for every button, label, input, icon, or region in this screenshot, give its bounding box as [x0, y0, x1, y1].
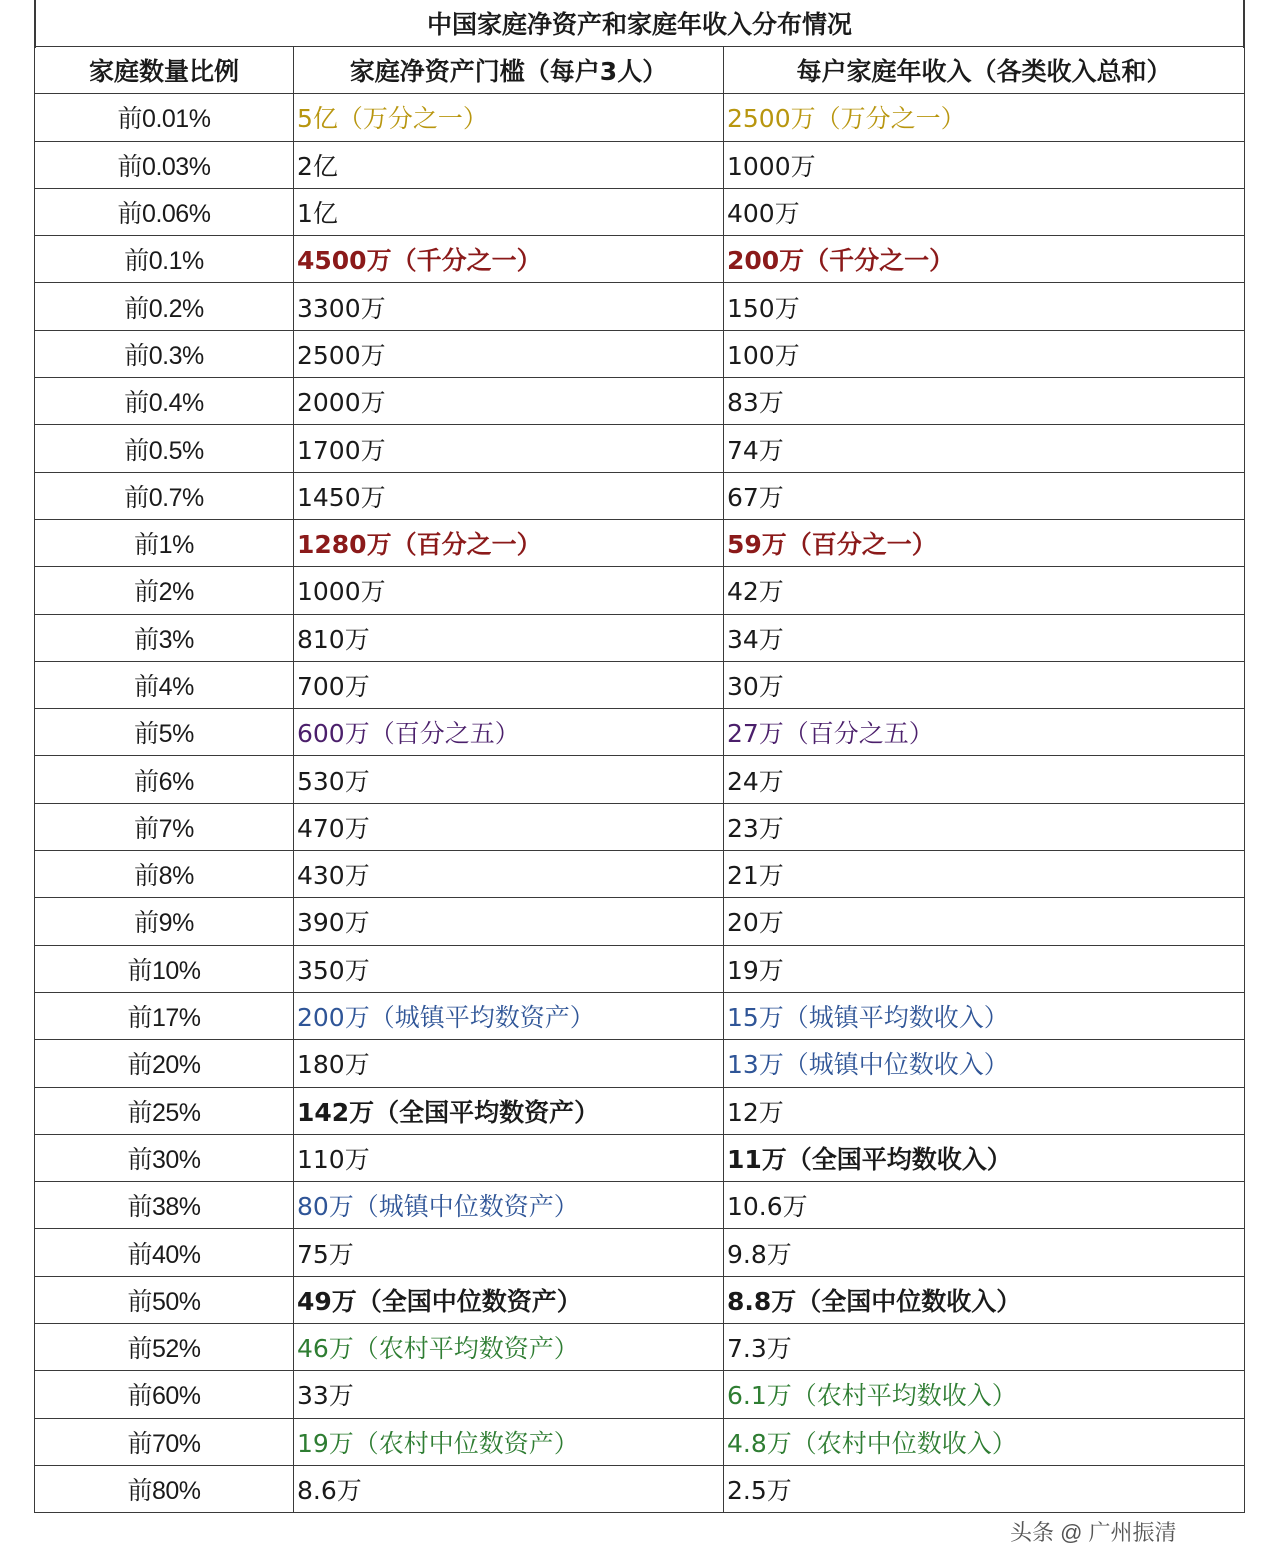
- net-asset-cell: 1450万: [294, 472, 724, 519]
- household-ratio-cell: 前5%: [35, 709, 294, 756]
- household-ratio-cell: 前0.5%: [35, 425, 294, 472]
- table-row: [35, 1134, 1245, 1181]
- household-ratio-cell: 前10%: [35, 945, 294, 992]
- household-ratio-cell: 前40%: [35, 1229, 294, 1276]
- table-row: [35, 1324, 1245, 1371]
- household-ratio-cell: 前80%: [35, 1465, 294, 1512]
- table-row: [35, 614, 1245, 661]
- wealth-income-table: [34, 0, 1245, 1513]
- net-asset-cell: 4500万（千分之一）: [294, 236, 724, 283]
- table-row: [35, 803, 1245, 850]
- annual-income-cell: 34万: [724, 614, 1245, 661]
- table-row: [35, 1040, 1245, 1087]
- table-row: [35, 472, 1245, 519]
- annual-income-cell: 11万（全国平均数收入）: [724, 1134, 1245, 1181]
- annual-income-cell: 83万: [724, 378, 1245, 425]
- header-household-ratio: 家庭数量比例: [35, 47, 294, 94]
- household-ratio-cell: 前2%: [35, 567, 294, 614]
- annual-income-cell: 7.3万: [724, 1324, 1245, 1371]
- net-asset-cell: 3300万: [294, 283, 724, 330]
- annual-income-cell: 74万: [724, 425, 1245, 472]
- net-asset-cell: 1280万（百分之一）: [294, 519, 724, 566]
- table-row: [35, 141, 1245, 188]
- annual-income-cell: 67万: [724, 472, 1245, 519]
- net-asset-cell: 2500万: [294, 330, 724, 377]
- net-asset-cell: 180万: [294, 1040, 724, 1087]
- annual-income-cell: 27万（百分之五）: [724, 709, 1245, 756]
- net-asset-cell: 2000万: [294, 378, 724, 425]
- household-ratio-cell: 前38%: [35, 1182, 294, 1229]
- table-row: [35, 425, 1245, 472]
- net-asset-cell: 470万: [294, 803, 724, 850]
- table-row: [35, 661, 1245, 708]
- table-row: [35, 1418, 1245, 1465]
- annual-income-cell: 24万: [724, 756, 1245, 803]
- household-ratio-cell: 前1%: [35, 519, 294, 566]
- household-ratio-cell: 前0.4%: [35, 378, 294, 425]
- net-asset-cell: 350万: [294, 945, 724, 992]
- household-ratio-cell: 前25%: [35, 1087, 294, 1134]
- table-row: [35, 283, 1245, 330]
- annual-income-cell: 21万: [724, 851, 1245, 898]
- net-asset-cell: 49万（全国中位数资产）: [294, 1276, 724, 1323]
- annual-income-cell: 59万（百分之一）: [724, 519, 1245, 566]
- household-ratio-cell: 前0.03%: [35, 141, 294, 188]
- annual-income-cell: 8.8万（全国中位数收入）: [724, 1276, 1245, 1323]
- annual-income-cell: 4.8万（农村中位数收入）: [724, 1418, 1245, 1465]
- table-row: [35, 945, 1245, 992]
- net-asset-cell: 33万: [294, 1371, 724, 1418]
- net-asset-cell: 5亿（万分之一）: [294, 94, 724, 141]
- annual-income-cell: 19万: [724, 945, 1245, 992]
- table-body: [35, 94, 1245, 1513]
- annual-income-cell: 15万（城镇平均数收入）: [724, 992, 1245, 1039]
- net-asset-cell: 142万（全国平均数资产）: [294, 1087, 724, 1134]
- annual-income-cell: 9.8万: [724, 1229, 1245, 1276]
- net-asset-cell: 110万: [294, 1134, 724, 1181]
- household-ratio-cell: 前0.7%: [35, 472, 294, 519]
- net-asset-cell: 700万: [294, 661, 724, 708]
- header-net-asset-threshold: 家庭净资产门槛（每户3人）: [294, 47, 724, 94]
- annual-income-cell: 100万: [724, 330, 1245, 377]
- annual-income-cell: 12万: [724, 1087, 1245, 1134]
- household-ratio-cell: 前0.01%: [35, 94, 294, 141]
- household-ratio-cell: 前70%: [35, 1418, 294, 1465]
- net-asset-cell: 390万: [294, 898, 724, 945]
- household-ratio-cell: 前20%: [35, 1040, 294, 1087]
- header-annual-income: 每户家庭年收入（各类收入总和）: [724, 47, 1245, 94]
- household-ratio-cell: 前6%: [35, 756, 294, 803]
- household-ratio-cell: 前50%: [35, 1276, 294, 1323]
- net-asset-cell: 46万（农村平均数资产）: [294, 1324, 724, 1371]
- household-ratio-cell: 前7%: [35, 803, 294, 850]
- annual-income-cell: 400万: [724, 188, 1245, 235]
- net-asset-cell: 8.6万: [294, 1465, 724, 1512]
- watermark: 头条 @ 广州振清: [1010, 1520, 1177, 1545]
- annual-income-cell: 20万: [724, 898, 1245, 945]
- header-row: [35, 47, 1245, 94]
- household-ratio-cell: 前0.06%: [35, 188, 294, 235]
- household-ratio-cell: 前4%: [35, 661, 294, 708]
- table-row: [35, 1465, 1245, 1512]
- annual-income-cell: 2500万（万分之一）: [724, 94, 1245, 141]
- wealth-distribution-sheet: [34, 0, 1244, 1513]
- annual-income-cell: 30万: [724, 661, 1245, 708]
- table-row: [35, 1276, 1245, 1323]
- table-row: [35, 1182, 1245, 1229]
- household-ratio-cell: 前0.2%: [35, 283, 294, 330]
- table-row: [35, 992, 1245, 1039]
- household-ratio-cell: 前8%: [35, 851, 294, 898]
- table-row: [35, 94, 1245, 141]
- table-row: [35, 330, 1245, 377]
- table-row: [35, 1371, 1245, 1418]
- household-ratio-cell: 前9%: [35, 898, 294, 945]
- annual-income-cell: 6.1万（农村平均数收入）: [724, 1371, 1245, 1418]
- annual-income-cell: 1000万: [724, 141, 1245, 188]
- table-row: [35, 1087, 1245, 1134]
- annual-income-cell: 42万: [724, 567, 1245, 614]
- net-asset-cell: 19万（农村中位数资产）: [294, 1418, 724, 1465]
- title-row: [35, 0, 1245, 47]
- annual-income-cell: 200万（千分之一）: [724, 236, 1245, 283]
- table-row: [35, 898, 1245, 945]
- household-ratio-cell: 前17%: [35, 992, 294, 1039]
- net-asset-cell: 530万: [294, 756, 724, 803]
- net-asset-cell: 200万（城镇平均数资产）: [294, 992, 724, 1039]
- table-title: 中国家庭净资产和家庭年收入分布情况: [35, 0, 1245, 47]
- annual-income-cell: 150万: [724, 283, 1245, 330]
- table-row: [35, 851, 1245, 898]
- net-asset-cell: 1700万: [294, 425, 724, 472]
- table-row: [35, 756, 1245, 803]
- household-ratio-cell: 前0.1%: [35, 236, 294, 283]
- table-row: [35, 188, 1245, 235]
- household-ratio-cell: 前3%: [35, 614, 294, 661]
- table-row: [35, 236, 1245, 283]
- annual-income-cell: 13万（城镇中位数收入）: [724, 1040, 1245, 1087]
- household-ratio-cell: 前60%: [35, 1371, 294, 1418]
- net-asset-cell: 2亿: [294, 141, 724, 188]
- net-asset-cell: 1000万: [294, 567, 724, 614]
- household-ratio-cell: 前30%: [35, 1134, 294, 1181]
- annual-income-cell: 23万: [724, 803, 1245, 850]
- table-row: [35, 378, 1245, 425]
- table-row: [35, 567, 1245, 614]
- net-asset-cell: 80万（城镇中位数资产）: [294, 1182, 724, 1229]
- household-ratio-cell: 前0.3%: [35, 330, 294, 377]
- table-row: [35, 709, 1245, 756]
- table-row: [35, 1229, 1245, 1276]
- household-ratio-cell: 前52%: [35, 1324, 294, 1371]
- annual-income-cell: 10.6万: [724, 1182, 1245, 1229]
- annual-income-cell: 2.5万: [724, 1465, 1245, 1512]
- net-asset-cell: 430万: [294, 851, 724, 898]
- net-asset-cell: 75万: [294, 1229, 724, 1276]
- net-asset-cell: 1亿: [294, 188, 724, 235]
- net-asset-cell: 600万（百分之五）: [294, 709, 724, 756]
- table-row: [35, 519, 1245, 566]
- net-asset-cell: 810万: [294, 614, 724, 661]
